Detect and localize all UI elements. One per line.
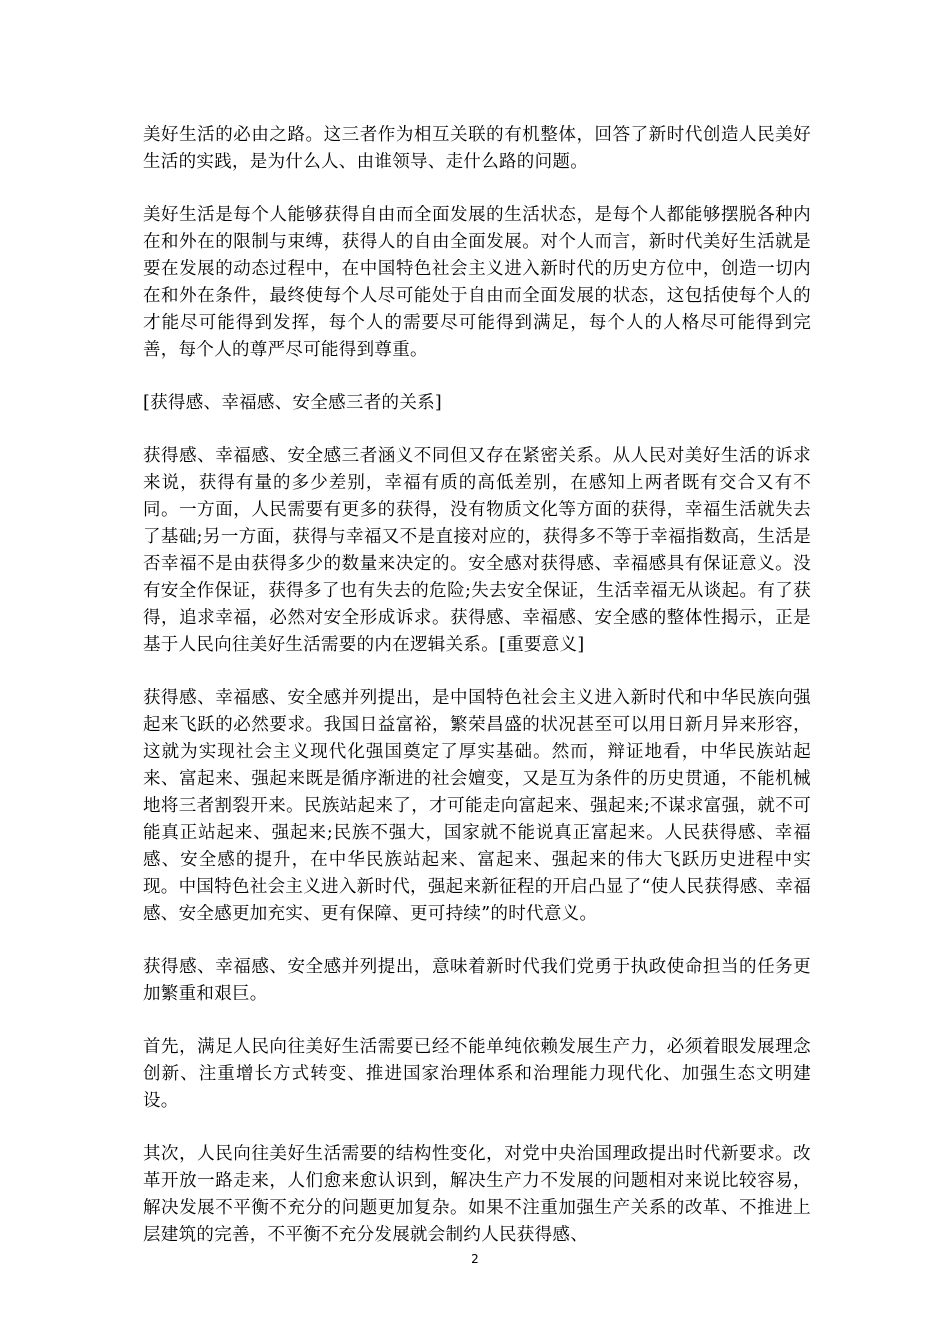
paragraph-first: 首先，满足人民向往美好生活需要已经不能单纯依赖发展生产力，必须着眼发展理念创新、注重增长方式转变、推进国家治理体系和治理能力现代化、加强生态文明建设。 <box>143 1037 811 1111</box>
paragraph-second: 其次，人民向往美好生活需要的结构性变化，对党中央治国理政提出时代新要求。改革开放一路走来，人们愈来愈认识到，解决生产力不发展的问题相对来说比较容易，解决发展不平衡不充分的问题更加复杂。如果不注重加强生产关系的改革、不推进上层建筑的完善，不平衡不充分发展就会制约人民获得感、 <box>143 1144 811 1245</box>
paragraph-better-life: 美好生活是每个人能够获得自由而全面发展的生活状态，是每个人都能够摆脱各种内在和外在的限制与束缚，获得人的自由全面发展。对个人而言，新时代美好生活就是要在发展的动态过程中，在中国特色社会主义进入新时代的历史方位中，创造一切内在和外在条件，最终使每个人尽可能处于自由而全面发展的状态，这包括使每个人的才能尽可能得到发挥，每个人的需要尽可能得到满足，每个人的人格尽可能得到完善，每个人的尊严尽可能得到尊重。 <box>143 205 811 360</box>
paragraph-significance: 获得感、幸福感、安全感并列提出，是中国特色社会主义进入新时代和中华民族向强起来飞跃的必然要求。我国日益富裕，繁荣昌盛的状况甚至可以用日新月异来形容，这就为实现社会主义现代化强国奠定了厚实基础。然而，辩证地看，中华民族站起来、富起来、强起来既是循序渐进的社会嬗变，又是互为条件的历史贯通，不能机械地将三者割裂开来。民族站起来了，才可能走向富起来、强起来;不谋求富强，就不可能真正站起来、强起来;民族不强大，国家就不能说真正富起来。人民获得感、幸福感、安全感的提升，在中华民族站起来、富起来、强起来的伟大飞跃历史进程中实现。中国特色社会主义进入新时代，强起来新征程的开启凸显了“使人民获得感、幸福感、安全感更加充实、更有保障、更可持续”的时代意义。 <box>143 688 811 924</box>
paragraph-intro-continuation: 美好生活的必由之路。这三者作为相互关联的有机整体，回答了新时代创造人民美好生活的实践，是为什么人、由谁领导、走什么路的问题。 <box>143 125 811 172</box>
paragraph-party-mission: 获得感、幸福感、安全感并列提出，意味着新时代我们党勇于执政使命担当的任务更加繁重和艰巨。 <box>143 957 811 1004</box>
paragraph-relationship: 获得感、幸福感、安全感三者涵义不同但又存在紧密关系。从人民对美好生活的诉求来说，获得有量的多少差别，幸福有质的高低差别，在感知上两者既有交合又有不同。一方面，人民需要有更多的获得，没有物质文化等方面的获得，幸福生活就失去了基础;另一方面，获得与幸福又不是直接对应的，获得多不等于幸福指数高，生活是否幸福不是由获得多少的数量来决定的。安全感对获得感、幸福感具有保证意义。没有安全作保证，获得多了也有失去的危险;失去安全保证，生活幸福无从谈起。有了获得，追求幸福，必然对安全形成诉求。获得感、幸福感、安全感的整体性揭示，正是基于人民向往美好生活需要的内在逻辑关系。[重要意义] <box>143 446 811 655</box>
page-number: 2 <box>471 1252 479 1266</box>
document-body <box>143 122 811 1275</box>
section-heading-relationship: [获得感、幸福感、安全感三者的关系] <box>143 393 443 413</box>
